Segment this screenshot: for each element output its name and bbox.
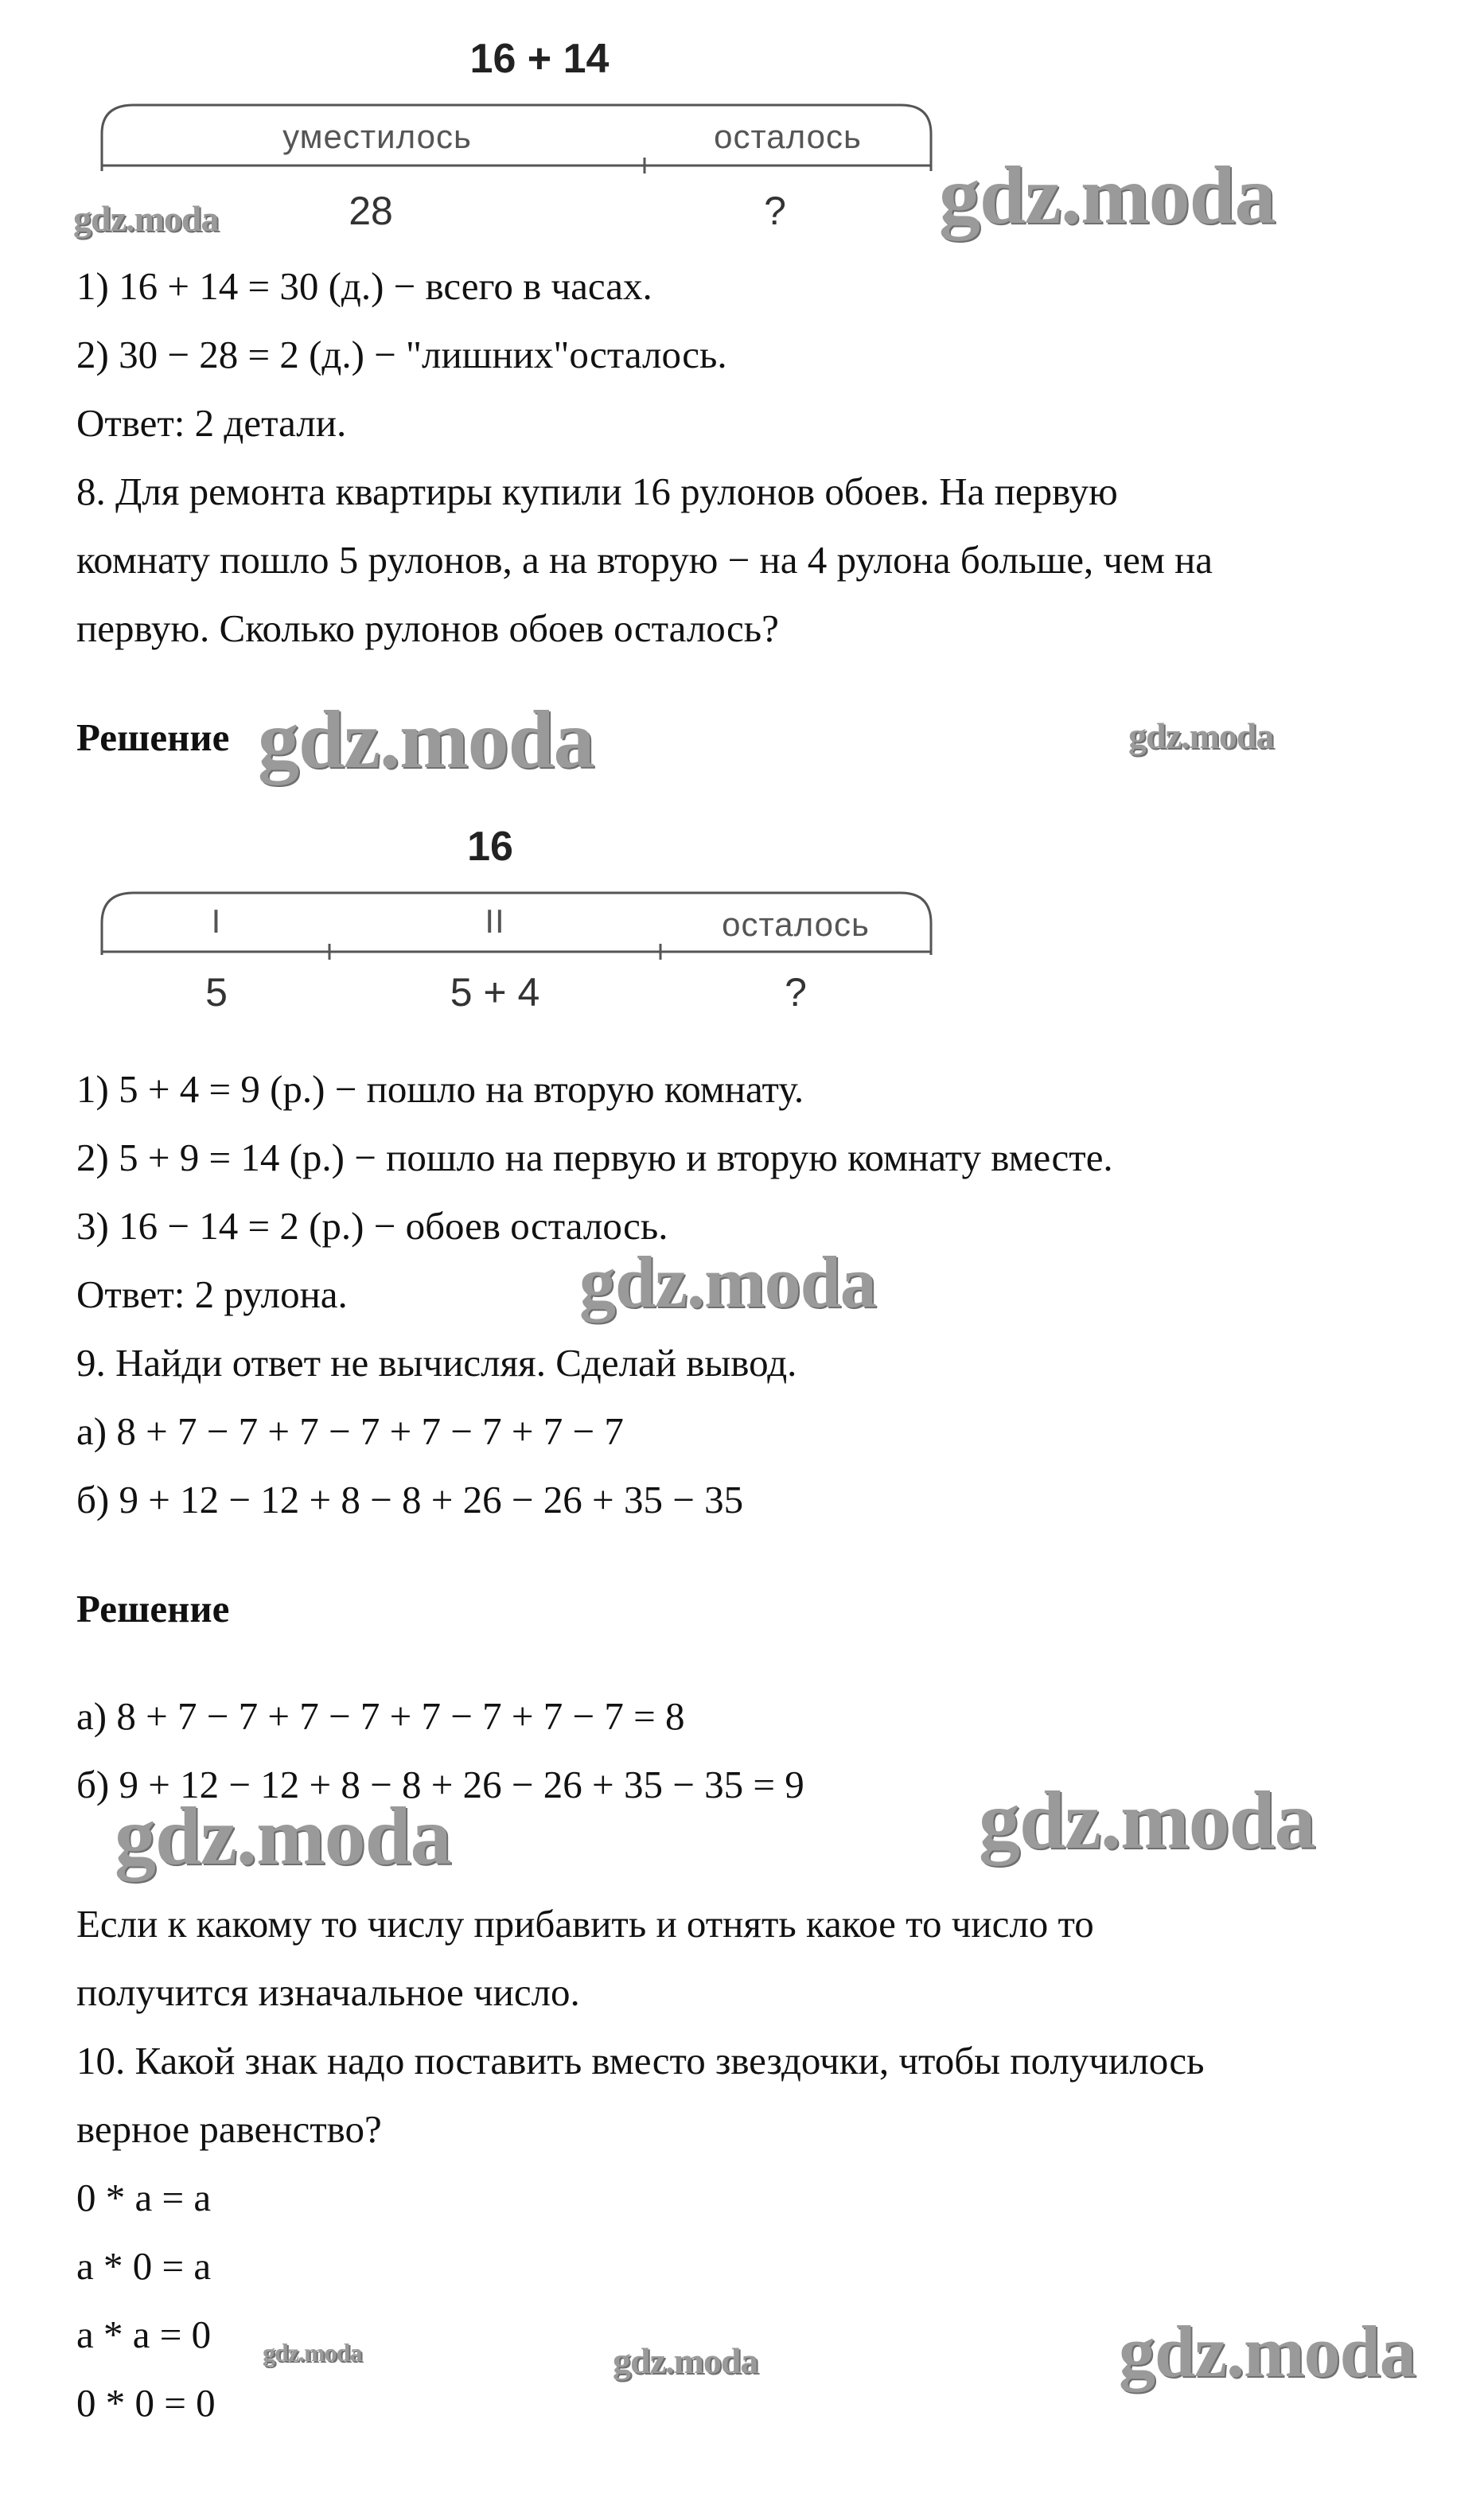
task-9-line: а) 8 + 7 − 7 + 7 − 7 + 7 − 7 + 7 − 7 [76,1409,624,1453]
watermark: gdz.moda [263,2338,362,2367]
equation-line: 0 * a = a [76,2176,212,2219]
watermark: gdz.moda [979,1775,1315,1866]
equation-line: a * a = 0 [76,2312,212,2356]
watermark: gdz.moda [939,150,1276,241]
diagram-2-value-second: 5 + 4 [450,970,540,1015]
solution-heading: Решение [76,715,230,759]
text-line: а) 8 + 7 − 7 + 7 − 7 + 7 − 7 + 7 − 7 = 8 [76,1694,685,1738]
equation-line: a * 0 = a [76,2244,212,2288]
diagram-1-label-left: осталось [714,118,862,155]
solution-heading: Решение [76,1587,230,1631]
watermark: gdz.moda [73,198,219,239]
text-line: б) 9 + 12 − 12 + 8 − 8 + 26 − 26 + 35 − 35 = 9 [76,1763,804,1806]
diagram-2-label-first: I [211,902,222,940]
watermark: gdz.moda [579,1241,876,1323]
task-9-line: 9. Найди ответ не вычисляя. Сделай вывод. [76,1341,797,1385]
task-8-line: комнату пошло 5 рулонов, а на вторую − на 4 рулона больше, чем на [76,538,1213,582]
text-line: Ответ: 2 рулона. [76,1272,348,1316]
diagram-1-value-fit: 28 [349,189,393,233]
diagram-1-value-left: ? [764,189,786,233]
task-10-line: верное равенство? [76,2107,382,2151]
text-line: 1) 5 + 4 = 9 (р.) − пошло на вторую комнату. [76,1067,804,1111]
diagram-2-title: 16 [467,824,513,870]
diagram-2-value-first: 5 [205,970,228,1015]
watermark: gdz.moda [613,2340,758,2381]
task-8-line: первую. Сколько рулонов обоев осталось? [76,606,779,650]
text-line: 3) 16 − 14 = 2 (р.) − обоев осталось. [76,1204,668,1248]
text-line: 2) 5 + 9 = 14 (р.) − пошло на первую и вторую комнату вместе. [76,1136,1113,1179]
text-line: Если к какому то числу прибавить и отнять какое то число то [76,1902,1094,1946]
watermark: gdz.moda [1128,715,1274,756]
equation-line: 0 * 0 = 0 [76,2381,216,2425]
watermark: gdz.moda [258,694,594,785]
text-line: 1) 16 + 14 = 30 (д.) − всего в часах. [76,264,652,308]
diagram-2-label-second: II [485,902,505,940]
diagram-2-label-left: осталось [722,906,870,943]
diagram-1-title: 16 + 14 [469,36,610,82]
watermark: gdz.moda [1119,2311,1416,2392]
task-8-line: 8. Для ремонта квартиры купили 16 рулонов обоев. На первую [76,470,1118,513]
diagram-2-value-left: ? [785,970,807,1015]
task-9-line: б) 9 + 12 − 12 + 8 − 8 + 26 − 26 + 35 − 35 [76,1478,744,1521]
diagram-1-label-fit: уместилось [282,118,472,155]
text-line: получится изначальное число. [76,1970,580,2014]
text-line: Ответ: 2 детали. [76,401,347,445]
text-line: 2) 30 − 28 = 2 (д.) − "лишних"осталось. [76,333,727,376]
task-10-line: 10. Какой знак надо поставить вместо звездочки, чтобы получилось [76,2039,1205,2083]
watermark: gdz.moda [115,1790,451,1882]
